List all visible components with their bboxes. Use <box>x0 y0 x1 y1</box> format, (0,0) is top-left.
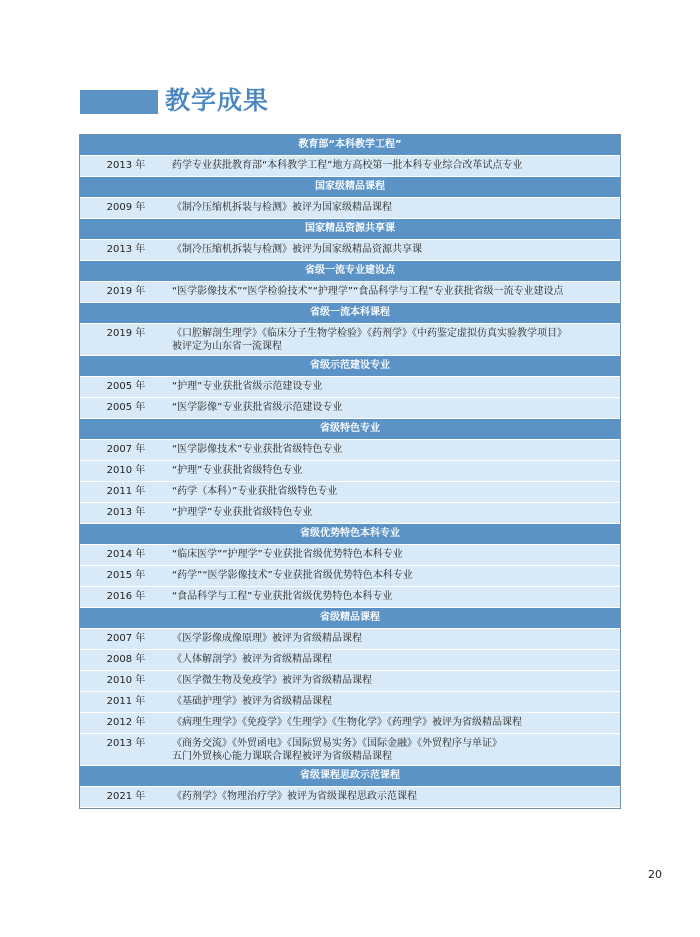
section-heading: 省级精品课程 <box>80 608 620 629</box>
row-description: 药学专业获批教育部“本科教学工程”地方高校第一批本科专业综合改革试点专业 <box>172 160 523 171</box>
table-row <box>80 461 620 482</box>
section-heading: 省级优势特色本科专业 <box>80 524 620 545</box>
row-description: “药学”“医学影像技术”专业获批省级优势特色本科专业 <box>172 570 413 581</box>
page-title: 教学成果 <box>165 86 270 115</box>
row-description: 《口腔解剖生理学》《临床分子生物学检验》《药剂学》《中药鉴定虚拟仿真实验教学项目》 被评定为山东省一流课程 <box>172 328 567 352</box>
table-row <box>80 650 620 671</box>
section-heading: 国家级精品课程 <box>80 177 620 198</box>
table-row <box>80 482 620 503</box>
table-row <box>80 198 620 219</box>
row-year: 2012 年 <box>106 717 146 728</box>
table-row <box>80 671 620 692</box>
section-heading: 教育部“本科教学工程” <box>80 135 620 156</box>
row-description: “医学影像技术”“医学检验技术”“护理学”“食品科学与工程”专业获批省级一流专业建设点 <box>172 286 564 297</box>
row-description: “临床医学”“护理学”专业获批省级优势特色本科专业 <box>172 549 403 560</box>
row-year: 2008 年 <box>106 654 146 665</box>
table-row <box>80 566 620 587</box>
row-year: 2013 年 <box>106 738 146 749</box>
table-row <box>80 324 620 356</box>
row-year: 2015 年 <box>106 570 146 581</box>
table-row <box>80 440 620 461</box>
row-year: 2013 年 <box>106 507 146 518</box>
table-row <box>80 156 620 177</box>
row-year: 2007 年 <box>106 633 146 644</box>
achievements-table <box>79 134 621 809</box>
table-row <box>80 787 620 808</box>
title-accent-bar <box>80 90 158 114</box>
row-description: 《制冷压缩机拆装与检测》被评为国家级精品资源共享课 <box>172 244 422 255</box>
row-description: “食品科学与工程”专业获批省级优势特色本科专业 <box>172 591 393 602</box>
row-description: 《药剂学》《物理治疗学》被评为省级课程思政示范课程 <box>172 791 417 802</box>
row-description: 《病理生理学》《免疫学》《生理学》《生物化学》《药理学》被评为省级精品课程 <box>172 717 522 728</box>
row-year: 2005 年 <box>106 381 146 392</box>
table-row <box>80 545 620 566</box>
row-year: 2010 年 <box>106 675 146 686</box>
row-description: “医学影像技术”专业获批省级特色专业 <box>172 444 343 455</box>
table-row <box>80 587 620 608</box>
section-heading: 省级特色专业 <box>80 419 620 440</box>
table-row <box>80 503 620 524</box>
table-row <box>80 713 620 734</box>
row-year: 2005 年 <box>106 402 146 413</box>
table-row <box>80 282 620 303</box>
row-description: 《基础护理学》被评为省级精品课程 <box>172 696 332 707</box>
table-row <box>80 240 620 261</box>
row-description: 《人体解剖学》被评为省级精品课程 <box>172 654 332 665</box>
row-year: 2011 年 <box>106 696 146 707</box>
row-year: 2009 年 <box>106 202 146 213</box>
row-year: 2013 年 <box>106 244 146 255</box>
row-year: 2010 年 <box>106 465 146 476</box>
section-heading: 国家精品资源共享课 <box>80 219 620 240</box>
row-description: 《医学微生物及免疫学》被评为省级精品课程 <box>172 675 372 686</box>
section-heading: 省级示范建设专业 <box>80 356 620 377</box>
row-description: “医学影像”专业获批省级示范建设专业 <box>172 402 343 413</box>
row-description: 《商务交流》《外贸函电》《国际贸易实务》《国际金融》《外贸程序与单证》 五门外贸核心能力课联合课程被评为省级精品课程 <box>172 738 502 762</box>
row-description: 《医学影像成像原理》被评为省级精品课程 <box>172 633 362 644</box>
row-description: “药学（本科）”专业获批省级特色专业 <box>172 486 338 497</box>
row-year: 2007 年 <box>106 444 146 455</box>
row-year: 2011 年 <box>106 486 146 497</box>
row-description: “护理”专业获批省级示范建设专业 <box>172 381 323 392</box>
row-description: 《制冷压缩机拆装与检测》被评为国家级精品课程 <box>172 202 392 213</box>
row-year: 2014 年 <box>106 549 146 560</box>
table-row <box>80 629 620 650</box>
row-year: 2016 年 <box>106 591 146 602</box>
table-row <box>80 692 620 713</box>
page-number: 20 <box>648 868 662 881</box>
row-year: 2019 年 <box>106 328 146 339</box>
table-row <box>80 377 620 398</box>
row-description: “护理”专业获批省级特色专业 <box>172 465 303 476</box>
row-year: 2013 年 <box>106 160 146 171</box>
row-year: 2021 年 <box>106 791 146 802</box>
table-row <box>80 398 620 419</box>
section-heading: 省级一流本科课程 <box>80 303 620 324</box>
table-row <box>80 734 620 766</box>
row-year: 2019 年 <box>106 286 146 297</box>
row-description: “护理学”专业获批省级特色专业 <box>172 507 313 518</box>
section-heading: 省级一流专业建设点 <box>80 261 620 282</box>
section-heading: 省级课程思政示范课程 <box>80 766 620 787</box>
